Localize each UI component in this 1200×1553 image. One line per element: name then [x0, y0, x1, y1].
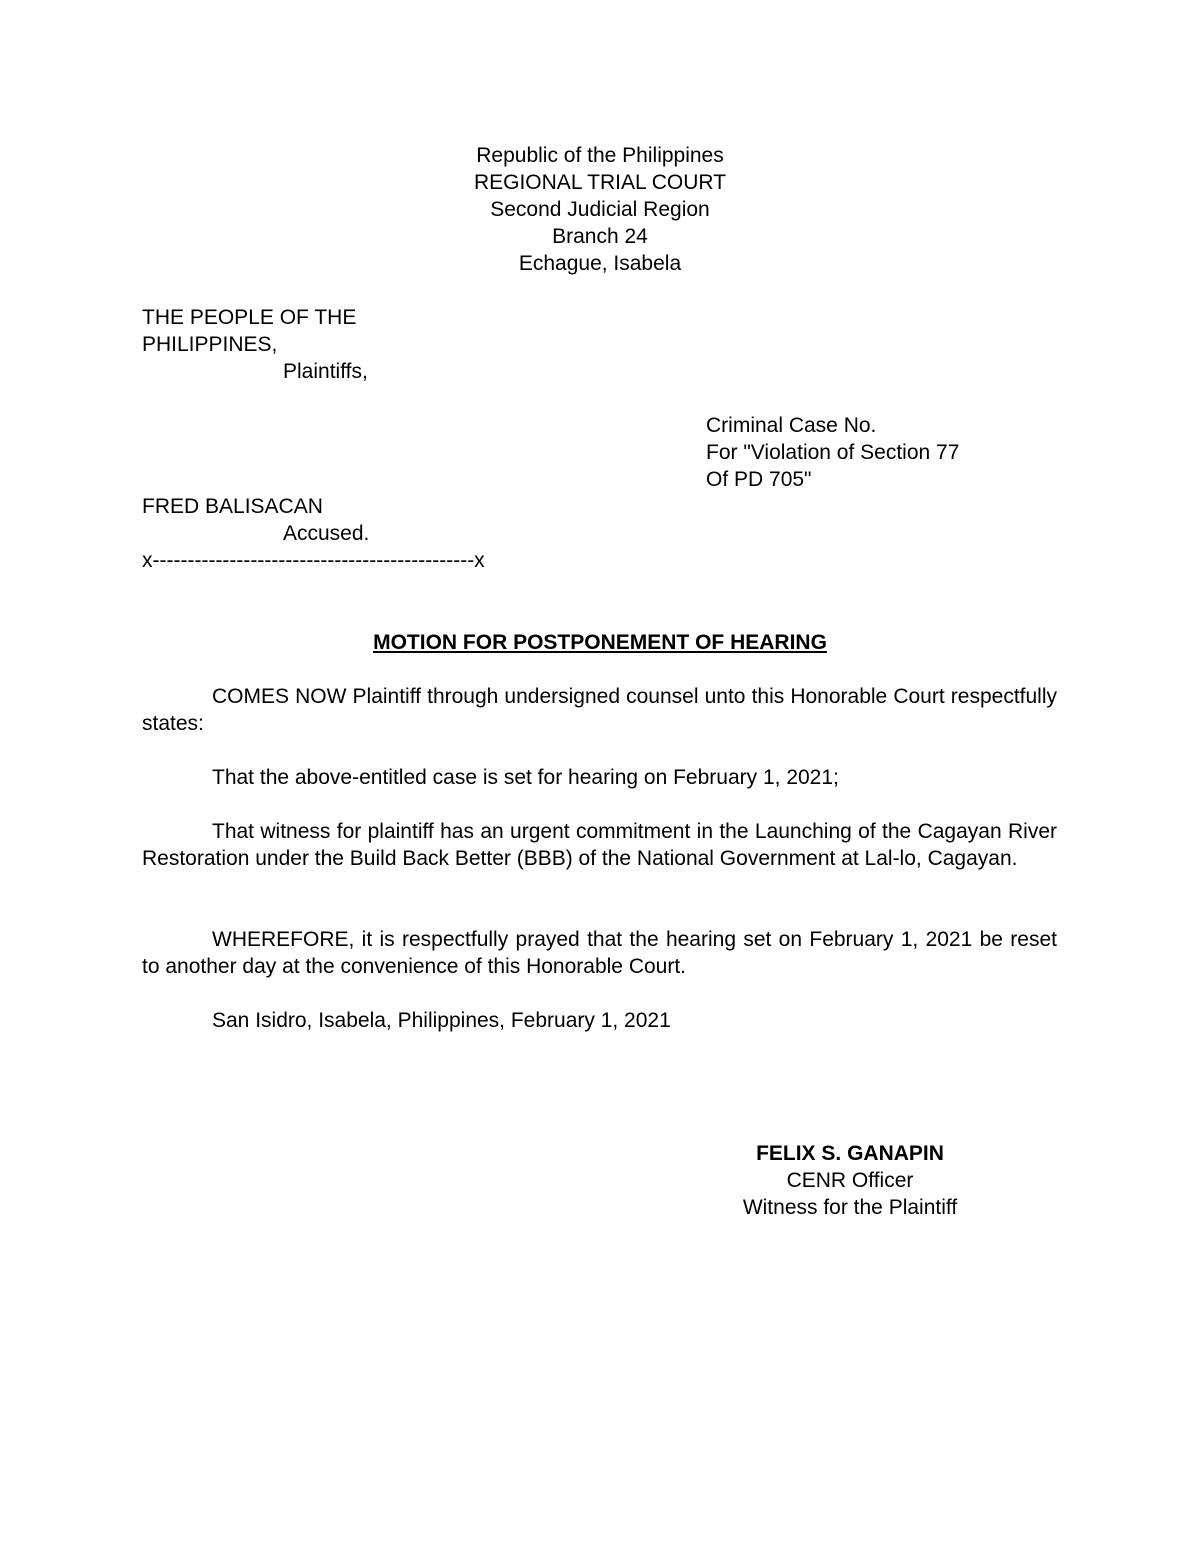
- header-republic: Republic of the Philippines: [476, 144, 724, 167]
- signatory-role: Witness for the Plaintiff: [742, 1196, 958, 1219]
- signatory-title: CENR Officer: [786, 1169, 914, 1192]
- paragraph-witness-commitment: That witness for plaintiff has an urgent commitment in the Launching of the Cagayan River Restoration under the Build Back Better (BBB) of the National Government at Lal-lo, Cagayan.: [142, 820, 1057, 870]
- accused-role: Accused.: [283, 522, 370, 545]
- caption-separator: x----------------------------------------------x: [142, 549, 485, 572]
- case-violation-line2: Of PD 705": [706, 468, 812, 491]
- header-region: Second Judicial Region: [490, 198, 710, 221]
- paragraph-hearing-date: That the above-entitled case is set for hearing on February 1, 2021;: [212, 766, 839, 789]
- paragraph-comes-now: COMES NOW Plaintiff through undersigned counsel unto this Honorable Court respectfully states:: [142, 685, 1057, 735]
- accused-name: FRED BALISACAN: [142, 495, 323, 518]
- signatory-name: FELIX S. GANAPIN: [756, 1142, 944, 1165]
- plaintiff-name-line2: PHILIPPINES,: [142, 333, 278, 356]
- header-branch: Branch 24: [552, 225, 648, 248]
- header-court: REGIONAL TRIAL COURT: [473, 171, 727, 194]
- paragraph-place-date: San Isidro, Isabela, Philippines, February 1, 2021: [212, 1009, 671, 1032]
- case-number: Criminal Case No.: [706, 414, 877, 437]
- plaintiff-name-line1: THE PEOPLE OF THE: [142, 306, 357, 329]
- plaintiff-role: Plaintiffs,: [283, 360, 368, 383]
- document-title: MOTION FOR POSTPONEMENT OF HEARING: [373, 631, 827, 654]
- case-violation-line1: For "Violation of Section 77: [706, 441, 960, 464]
- header-location: Echague, Isabela: [518, 252, 682, 275]
- paragraph-wherefore: WHEREFORE, it is respectfully prayed that the hearing set on February 1, 2021 be reset to another day at the convenience of this Honorable Court.: [142, 928, 1057, 978]
- signature-block: [700, 1140, 1000, 1221]
- court-header: [0, 142, 1200, 277]
